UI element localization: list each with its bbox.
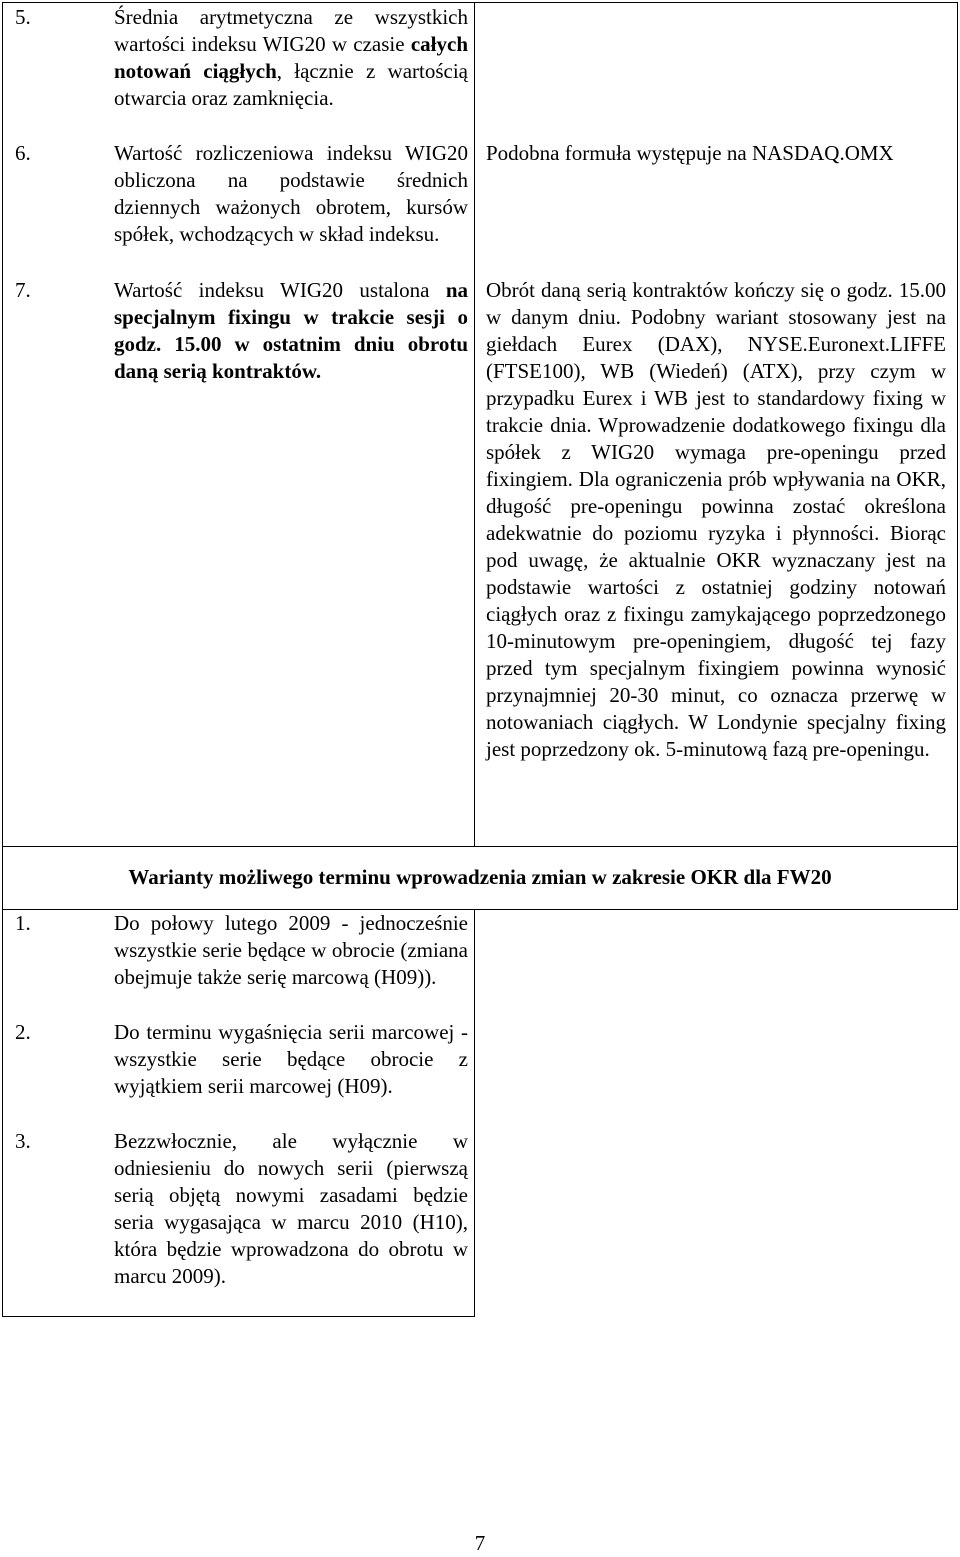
list-item-6 [3, 140, 474, 248]
list-item-number: 7. [15, 278, 31, 302]
variant-item-2 [3, 1019, 474, 1100]
variant-item-1 [3, 910, 474, 991]
variant-item-3 [3, 1128, 474, 1290]
list-item-text: Do połowy lutego 2009 - jednocześnie wszystkie serie będące w obrocie (zmiana obejmuje także serię marcową (H09)). [114, 911, 468, 989]
section-heading: Warianty możliwego terminu wprowadzenia zmian w zakresie OKR dla FW20 [128, 865, 832, 889]
list-item-number: 5. [15, 5, 31, 29]
list-item-5 [3, 4, 474, 112]
list-item-text: Średnia arytmetyczna ze wszystkich wartości indeksu WIG20 w czasie całych notowań ciągłych, łącznie z wartością otwarcia oraz zamknięcia. [114, 5, 468, 110]
upper-table-left-border [2, 2, 3, 910]
upper-table-top-border [2, 2, 958, 3]
list-item-number: 2. [15, 1020, 31, 1044]
lower-table-bottom-border [2, 1316, 475, 1317]
lower-table-right-border [474, 909, 475, 1317]
upper-table-bottom-border [2, 846, 958, 847]
list-item-7 [3, 277, 474, 385]
list-item-number: 3. [15, 1129, 31, 1153]
page-number: 7 [474, 1531, 486, 1555]
list-item-text: Wartość indeksu WIG20 ustalona na specjalnym fixingu w trakcie sesji o godz. 15.00 w ostatnim dniu obrotu daną serią kontraktów. [114, 278, 468, 383]
list-item-text: Wartość rozliczeniowa indeksu WIG20 obliczona na podstawie średnich dziennych ważonych obrotem, kursów spółek, wchodzących w skład indeksu. [114, 141, 468, 246]
upper-table-mid-border [474, 2, 475, 846]
list-item-text: Do terminu wygaśnięcia serii marcowej - wszystkie serie będące obrocie z wyjątkiem serii marcowej (H09). [114, 1020, 468, 1098]
list-item-number: 6. [15, 141, 31, 165]
list-item-number: 1. [15, 911, 31, 935]
note-nasdaq: Podobna formuła występuje na NASDAQ.OMX [486, 141, 894, 165]
upper-table-right-border [957, 2, 958, 910]
list-item-text: Bezzwłocznie, ale wyłącznie w odniesieniu do nowych serii (pierwszą serią objętą nowymi zasadami będzie seria wygasająca w marcu 2010 (H10), która będzie wprowadzona do obrotu w marcu 2009). [114, 1129, 468, 1288]
note-fixing: Obrót daną serią kontraktów kończy się o godz. 15.00 w danym dniu. Podobny wariant stosowany jest na giełdach Eurex (DAX), NYSE.Euronext.LIFFE (FTSE100), WB (Wiedeń) (ATX), przy czym w przypadku Eurex i WB jest to standardowy fixing w trakcie dnia. Wprowadzenie dodatkowego fixingu dla spółek z WIG20 wymaga pre-openingu przed fixingiem. Dla ograniczenia prób wpływania na OKR, długość pre-openingu powinna zostać określona adekwatnie do poziomu ryzyka i płynności. Biorąc pod uwagę, że aktualnie OKR wyznaczany jest na podstawie wartości z ostatniej godziny notowań ciągłych oraz z fixingu zamykającego poprzedzonego 10-minutowym pre-openingiem, długość tej fazy przed tym specjalnym fixingiem powinna wynosić przynajmniej 20-30 minut, co oznacza przerwę w notowaniach ciągłych. W Londynie specjalny fixing jest poprzedzony ok. 5-minutową fazą pre-openingu. [486, 278, 946, 761]
